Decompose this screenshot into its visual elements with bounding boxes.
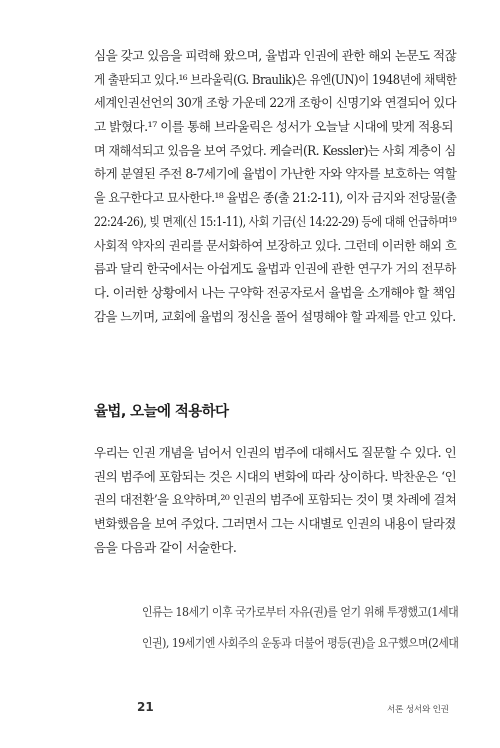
body-paragraph-1 bbox=[94, 44, 456, 328]
text-line: 음을 다음과 같이 서술한다. bbox=[94, 539, 237, 555]
text-line: 을 요구한다고 묘사한다.¹⁸ 율법은 종(출 21:2-11), 이자 금지와 전당물(출 bbox=[94, 190, 457, 206]
page-number: 21 bbox=[137, 700, 154, 714]
text-line: 며 재해석되고 있음을 보여 주었다. 케슬러(R. Kessler)는 사회 계층이 심 bbox=[94, 142, 456, 158]
quote-line: 인류는 18세기 이후 국가로부터 자유(권)를 얻기 위해 투쟁했고(1세대 bbox=[142, 605, 459, 619]
text-line: 변화했음을 보여 주었다. 그러면서 그는 시대별로 인권의 내용이 달라졌 bbox=[94, 516, 456, 532]
text-line: 게 출판되고 있다.¹⁶ 브라울릭(G. Braulik)은 유엔(UN)이 1948년에 채택한 bbox=[94, 71, 457, 87]
text-line: 권의 범주에 포함되는 것은 시대의 변화에 따라 상이하다. 박찬운은 ‘인 bbox=[94, 468, 457, 484]
text-line: 권의 대전환’을 요약하며,²⁰ 인권의 범주에 포함되는 것이 몇 차례에 걸쳐 bbox=[94, 492, 457, 508]
text-line: 사회적 약자의 권리를 문서화하여 보장하고 있다. 그런데 이러한 해외 흐 bbox=[94, 237, 457, 253]
text-line: 세계인권선언의 30개 조항 가운데 22개 조항이 신명기와 연결되어 있다 bbox=[94, 95, 457, 111]
quote-line: 인권), 19세기엔 사회주의 운동과 더불어 평등(권)을 요구했으며(2세대 bbox=[142, 636, 459, 650]
text-line: 하게 분열된 주전 8-7세기에 율법이 가난한 자와 약자를 보호하는 역할 bbox=[94, 166, 457, 182]
running-head: 서론 성서와 인권 bbox=[387, 705, 449, 715]
text-line: 우리는 인권 개념을 넘어서 인권의 범주에 대해서도 질문할 수 있다. 인 bbox=[94, 445, 457, 460]
text-line: 고 밝혔다.¹⁷ 이를 통해 브라울릭은 성서가 오늘날 시대에 맞게 적용되 bbox=[94, 119, 454, 135]
text-line: 심을 갖고 있음을 피력해 왔으며, 율법과 인권에 관한 해외 논문도 적잖 bbox=[94, 48, 457, 63]
text-line: 름과 달리 한국에서는 아쉽게도 율법과 인권에 관한 연구가 거의 전무하 bbox=[94, 261, 456, 277]
text-line: 22:24-26), 빚 면제(신 15:1-11), 사회 기금(신 14:22-29) 등에 대해 언급하며¹⁹ bbox=[94, 213, 457, 229]
section-heading: 율법, 오늘에 적용하다 bbox=[94, 404, 229, 420]
text-line: 다. 이러한 상황에서 나는 구약학 전공자로서 율법을 소개해야 할 책임 bbox=[94, 284, 456, 300]
body-paragraph-2 bbox=[94, 441, 456, 559]
text-line: 감을 느끼며, 교회에 율법의 정신을 풀어 설명해야 할 과제를 안고 있다. bbox=[94, 308, 456, 324]
block-quote bbox=[142, 597, 458, 659]
